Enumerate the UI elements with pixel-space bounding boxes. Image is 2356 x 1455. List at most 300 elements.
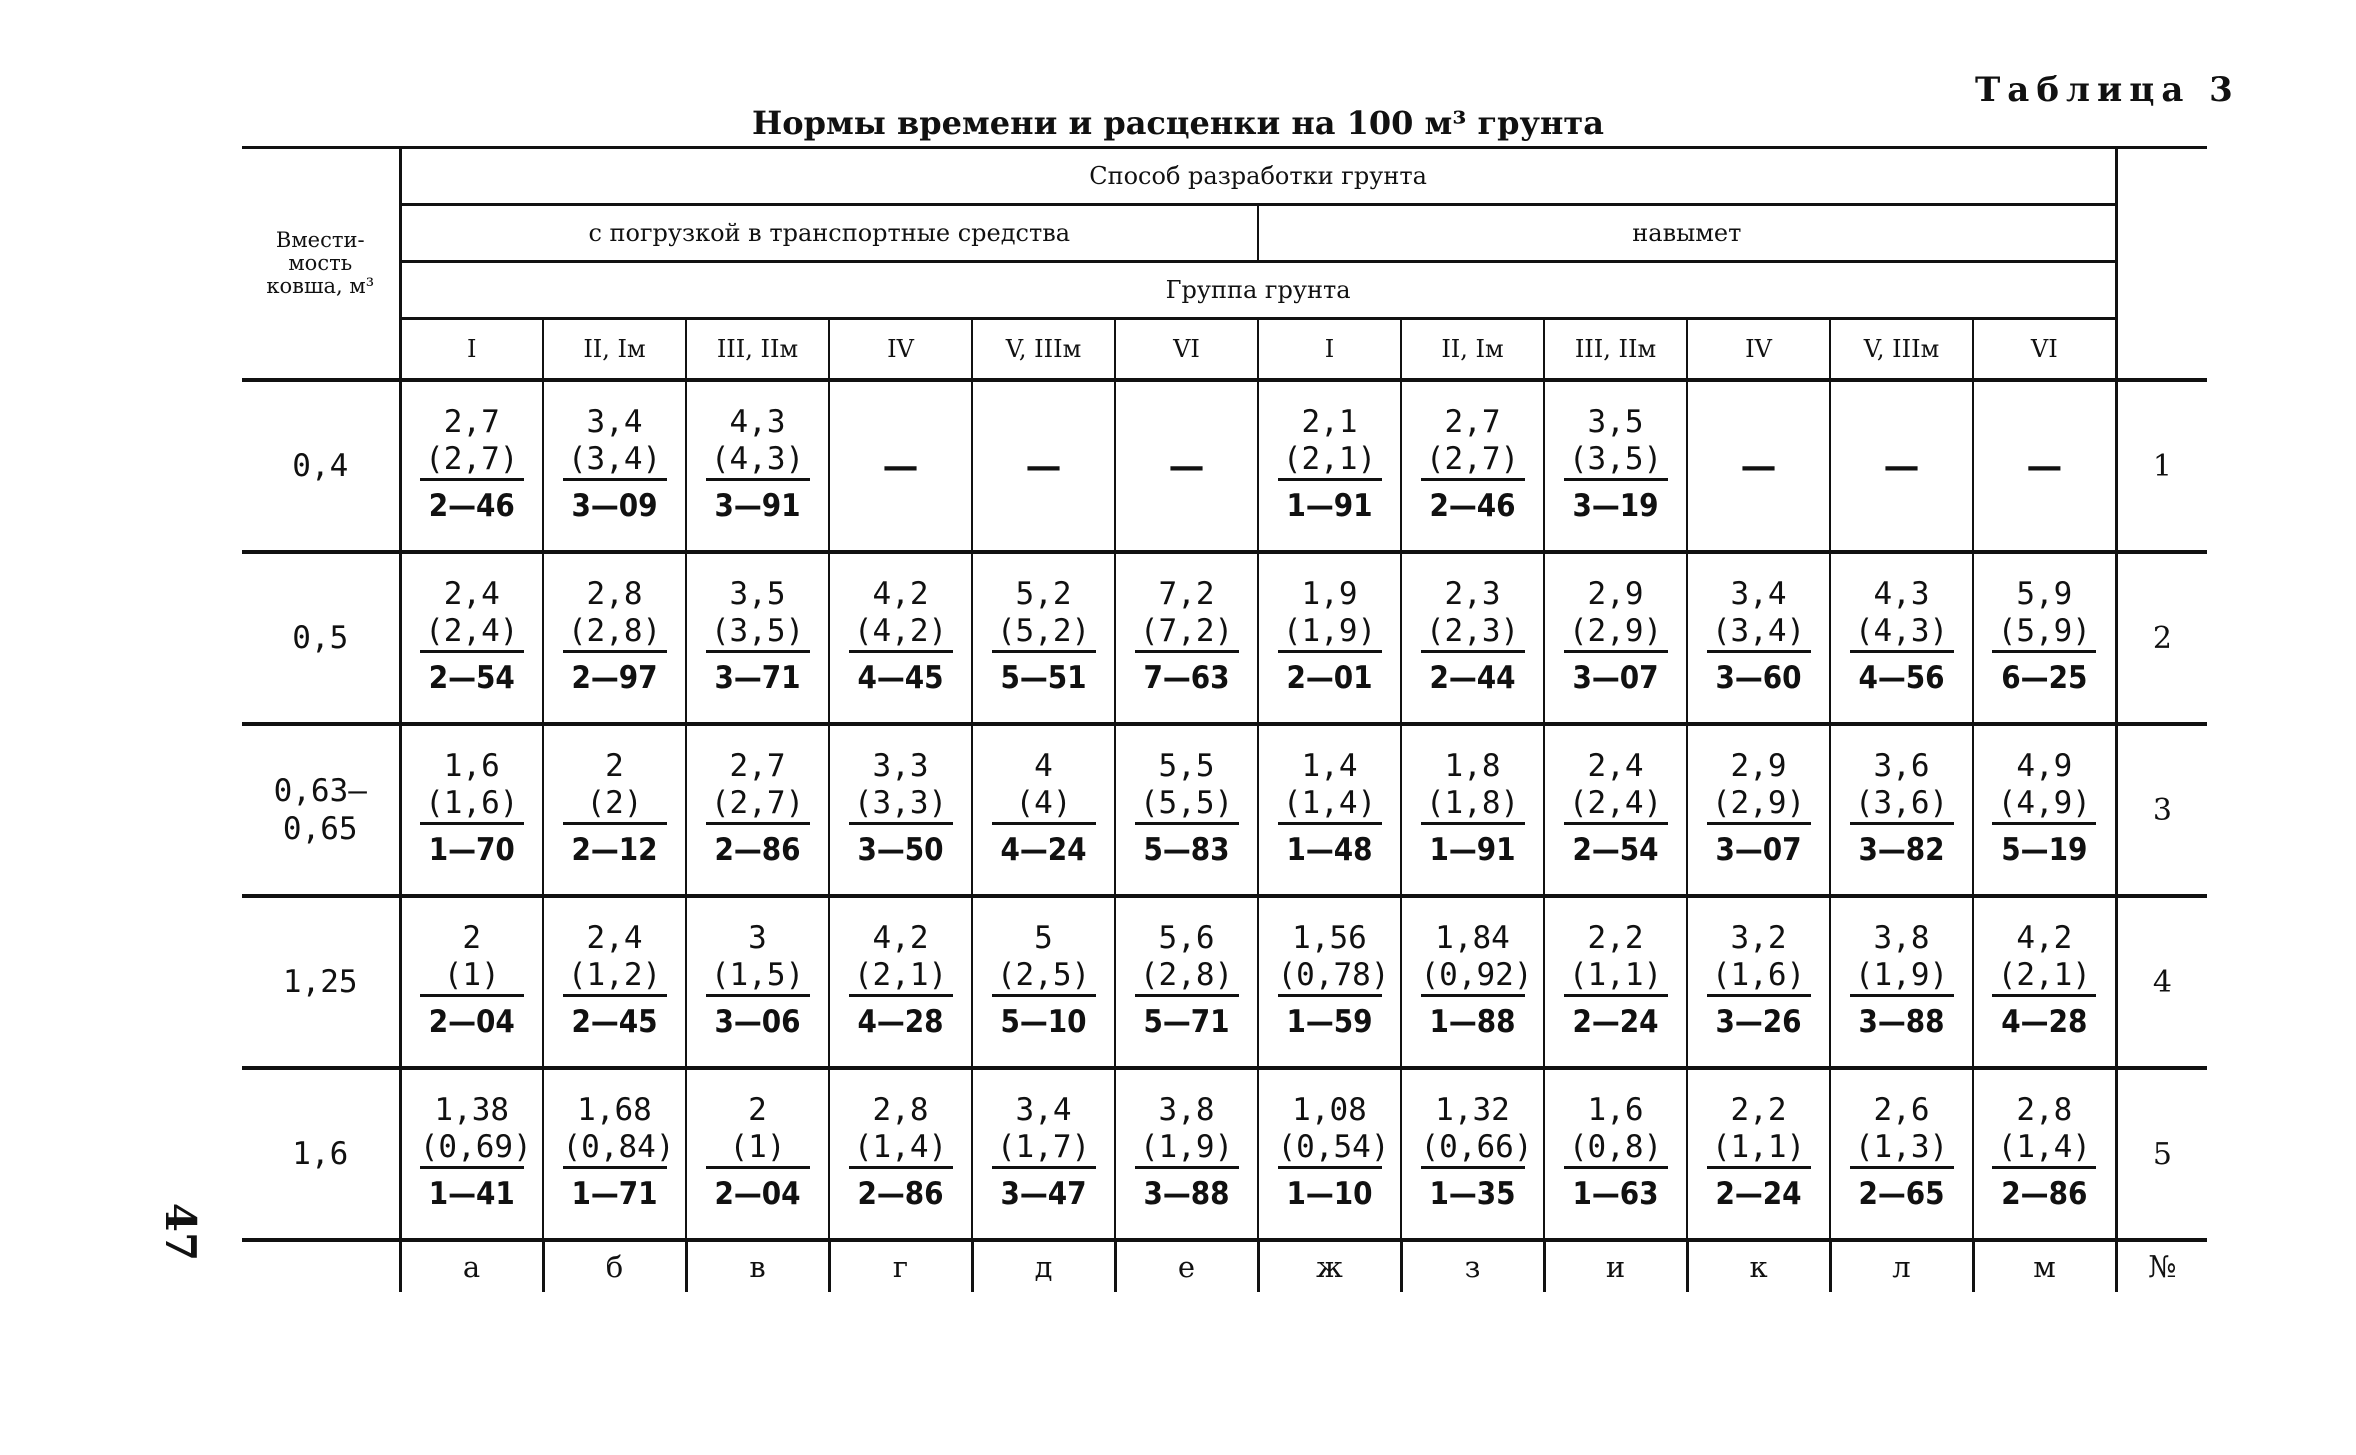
time-norm: 2,4 xyxy=(586,920,643,956)
norm-cell xyxy=(400,724,543,896)
norm-fraction xyxy=(706,748,810,872)
time-norm: 3,2 xyxy=(1730,920,1787,956)
rate-value: 4—28 xyxy=(857,1004,944,1040)
time-norm: 5,2 xyxy=(1015,576,1072,612)
norm-fraction xyxy=(1135,920,1239,1044)
rate-value: 1—48 xyxy=(1286,832,1373,868)
time-norm-machinist: (3,5) xyxy=(1564,441,1668,481)
norm-cell xyxy=(543,380,686,552)
norm-cell xyxy=(1115,724,1258,896)
blank-header-cell xyxy=(2116,262,2207,319)
norm-fraction xyxy=(1135,576,1239,700)
time-norm-machinist: (3,5) xyxy=(706,613,810,653)
time-norm: 1,32 xyxy=(1435,1092,1510,1128)
norm-cell xyxy=(1687,724,1830,896)
time-norm-machinist: (1,8) xyxy=(1421,785,1525,825)
norm-fraction xyxy=(849,748,953,872)
norm-cell xyxy=(1687,896,1830,1068)
rate-value: 2—97 xyxy=(571,660,658,696)
capacity-value: 1,6 xyxy=(242,1068,400,1240)
time-norm: 3,4 xyxy=(586,404,643,440)
table-row xyxy=(242,1068,2207,1240)
rate-value: 2—46 xyxy=(1429,488,1516,524)
time-norm-machinist: (4,3) xyxy=(706,441,810,481)
rate-value: 2—54 xyxy=(428,660,515,696)
norm-cell xyxy=(400,1068,543,1240)
time-norm-machinist: (1) xyxy=(706,1129,810,1169)
rate-value: 1—88 xyxy=(1429,1004,1516,1040)
norm-cell xyxy=(829,552,972,724)
norm-cell xyxy=(1115,552,1258,724)
norm-fraction xyxy=(1564,576,1668,700)
group-label: IV xyxy=(829,319,972,381)
soil-group-header: Группа грунта xyxy=(400,262,2116,319)
time-norm-machinist: (2,4) xyxy=(420,613,524,653)
rate-value: 1—35 xyxy=(1429,1176,1516,1212)
norm-fraction xyxy=(849,920,953,1044)
time-norm-machinist: (2,9) xyxy=(1707,785,1811,825)
time-norm: 4,2 xyxy=(2016,920,2073,956)
norm-cell xyxy=(1973,724,2116,896)
norm-fraction xyxy=(420,920,524,1044)
time-norm-machinist: (4,2) xyxy=(849,613,953,653)
time-norm-machinist: (4,3) xyxy=(1850,613,1954,653)
group-label: V, IIIм xyxy=(1830,319,1973,381)
norm-fraction xyxy=(1564,748,1668,872)
group-label: I xyxy=(400,319,543,381)
norm-fraction xyxy=(1420,920,1533,1044)
group-label: II, Iм xyxy=(543,319,686,381)
time-norm: 4,3 xyxy=(729,404,786,440)
rate-value: 3—07 xyxy=(1715,832,1802,868)
column-letter: л xyxy=(1830,1240,1973,1292)
time-norm: 3,8 xyxy=(1158,1092,1215,1128)
time-norm: 3,3 xyxy=(872,748,929,784)
time-norm-machinist: (0,66) xyxy=(1421,1129,1525,1169)
norm-cell xyxy=(1544,896,1687,1068)
norm-cell xyxy=(543,896,686,1068)
time-norm-machinist: (5,5) xyxy=(1135,785,1239,825)
time-norm-machinist: (1,7) xyxy=(992,1129,1096,1169)
row-number: 3 xyxy=(2116,724,2207,896)
time-norm-machinist: (1,4) xyxy=(1278,785,1382,825)
time-norm-machinist: (0,84) xyxy=(563,1129,667,1169)
time-norm: 2,2 xyxy=(1587,920,1644,956)
time-norm-machinist: (1,9) xyxy=(1278,613,1382,653)
norm-cell xyxy=(1544,724,1687,896)
time-norm: 1,38 xyxy=(434,1092,510,1128)
rate-value: 4—24 xyxy=(1000,832,1087,868)
column-letter: а xyxy=(400,1240,543,1292)
time-norm-machinist: (1,9) xyxy=(1135,1129,1239,1169)
time-norm-machinist: (0,8) xyxy=(1564,1129,1668,1169)
norm-cell xyxy=(400,896,543,1068)
time-norm: 4,2 xyxy=(872,576,929,612)
norm-cell xyxy=(400,380,543,552)
empty-dash: — xyxy=(1740,445,1777,487)
norm-cell xyxy=(543,1068,686,1240)
time-norm-machinist: (1) xyxy=(420,957,524,997)
rate-value: 2—24 xyxy=(1715,1176,1802,1212)
norm-cell xyxy=(1544,380,1687,552)
norms-table xyxy=(242,146,2207,1292)
norm-cell xyxy=(1115,896,1258,1068)
norm-cell xyxy=(1258,380,1401,552)
norm-cell xyxy=(1830,1068,1973,1240)
norm-fraction xyxy=(1992,1092,2096,1216)
norm-cell xyxy=(1258,724,1401,896)
norm-fraction xyxy=(1564,404,1668,528)
time-norm: 2,9 xyxy=(1730,748,1787,784)
norm-fraction xyxy=(1850,576,1954,700)
rate-value: 1—70 xyxy=(428,832,515,868)
empty-dash: — xyxy=(882,445,919,487)
time-norm: 5 xyxy=(1034,920,1053,956)
norm-fraction xyxy=(1850,920,1954,1044)
capacity-value: 0,63— 0,65 xyxy=(242,724,400,896)
norm-cell xyxy=(1973,1068,2116,1240)
group-label: III, IIм xyxy=(686,319,829,381)
rate-value: 3—71 xyxy=(714,660,801,696)
norm-fraction xyxy=(1421,576,1525,700)
time-norm-machinist: (4) xyxy=(992,785,1096,825)
time-norm: 2,2 xyxy=(1730,1092,1787,1128)
rate-value: 5—19 xyxy=(2001,832,2088,868)
norm-cell xyxy=(1544,552,1687,724)
norm-cell xyxy=(829,1068,972,1240)
column-letter: к xyxy=(1687,1240,1830,1292)
rate-value: 1—59 xyxy=(1286,1004,1373,1040)
time-norm-machinist: (0,92) xyxy=(1421,957,1525,997)
norm-fraction xyxy=(849,1092,953,1216)
norm-cell xyxy=(1973,552,2116,724)
rate-value: 1—10 xyxy=(1286,1176,1373,1212)
norm-cell xyxy=(972,380,1115,552)
time-norm-machinist: (0,69) xyxy=(420,1129,524,1169)
time-norm-machinist: (1,9) xyxy=(1850,957,1954,997)
time-norm-machinist: (2,3) xyxy=(1421,613,1525,653)
time-norm-machinist: (1,3) xyxy=(1850,1129,1954,1169)
rate-value: 3—06 xyxy=(714,1004,801,1040)
norm-cell xyxy=(1401,1068,1544,1240)
norm-fraction xyxy=(992,576,1096,700)
norm-fraction xyxy=(562,1092,675,1216)
rate-value: 2—65 xyxy=(1858,1176,1945,1212)
norm-cell xyxy=(1258,552,1401,724)
time-norm: 2,8 xyxy=(872,1092,929,1128)
table-number: Таблица 3 xyxy=(1975,70,2240,110)
rate-value: 5—51 xyxy=(1000,660,1087,696)
time-norm: 3,5 xyxy=(729,576,786,612)
norm-fraction xyxy=(563,576,667,700)
column-letter: д xyxy=(972,1240,1115,1292)
rate-value: 5—10 xyxy=(1000,1004,1087,1040)
rate-value: 7—63 xyxy=(1143,660,1230,696)
time-norm: 2 xyxy=(462,920,482,956)
row-number: 4 xyxy=(2116,896,2207,1068)
page-number: 47 xyxy=(156,1202,205,1262)
time-norm: 1,6 xyxy=(1587,1092,1644,1128)
norm-cell xyxy=(1401,552,1544,724)
norm-fraction xyxy=(1992,748,2096,872)
rate-value: 2—54 xyxy=(1572,832,1659,868)
norm-cell xyxy=(1401,724,1544,896)
time-norm-machinist: (1,4) xyxy=(1992,1129,2096,1169)
time-norm: 5,6 xyxy=(1158,920,1215,956)
rate-value: 3—82 xyxy=(1858,832,1945,868)
rate-value: 2—45 xyxy=(571,1004,658,1040)
time-norm: 2,7 xyxy=(729,748,786,784)
norm-fraction xyxy=(1135,748,1239,872)
blank-footer-cell xyxy=(242,1240,400,1292)
time-norm-machinist: (2,7) xyxy=(706,785,810,825)
column-letter: б xyxy=(543,1240,686,1292)
rate-value: 1—91 xyxy=(1429,832,1516,868)
time-norm-machinist: (2,5) xyxy=(992,957,1096,997)
table-row xyxy=(242,896,2207,1068)
blank-header-cell xyxy=(2116,148,2207,205)
time-norm: 5,5 xyxy=(1158,748,1215,784)
rate-value: 1—63 xyxy=(1572,1176,1659,1212)
rate-value: 2—86 xyxy=(714,832,801,868)
norm-cell xyxy=(686,1068,829,1240)
rate-value: 4—56 xyxy=(1858,660,1945,696)
time-norm-machinist: (1,6) xyxy=(1707,957,1811,997)
group-label: VI xyxy=(1115,319,1258,381)
column-letter: и xyxy=(1544,1240,1687,1292)
time-norm: 3,4 xyxy=(1730,576,1787,612)
norm-cell xyxy=(1973,380,2116,552)
norm-cell xyxy=(1973,896,2116,1068)
group-row xyxy=(242,319,2207,381)
time-norm-machinist: (4,9) xyxy=(1992,785,2096,825)
time-norm-machinist: (1,4) xyxy=(849,1129,953,1169)
norm-fraction xyxy=(1707,920,1811,1044)
time-norm-machinist: (7,2) xyxy=(1135,613,1239,653)
row-number: 1 xyxy=(2116,380,2207,552)
time-norm: 1,9 xyxy=(1301,576,1358,612)
time-norm: 2,8 xyxy=(2016,1092,2073,1128)
norm-cell xyxy=(829,896,972,1068)
table-body xyxy=(242,380,2207,1240)
rate-value: 4—45 xyxy=(857,660,944,696)
time-norm-machinist: (3,6) xyxy=(1850,785,1954,825)
group-label: IV xyxy=(1687,319,1830,381)
time-norm: 2,1 xyxy=(1301,404,1358,440)
norm-fraction xyxy=(992,748,1096,872)
bulk-header: навымет xyxy=(1258,205,2116,262)
column-letter: г xyxy=(829,1240,972,1292)
time-norm: 2,4 xyxy=(443,576,500,612)
group-label: I xyxy=(1258,319,1401,381)
time-norm-machinist: (2,7) xyxy=(420,441,524,481)
row-number: 5 xyxy=(2116,1068,2207,1240)
capacity-value: 0,4 xyxy=(242,380,400,552)
time-norm-machinist: (1,1) xyxy=(1564,957,1668,997)
rate-value: 2—01 xyxy=(1286,660,1373,696)
norm-cell xyxy=(829,380,972,552)
time-norm-machinist: (1,2) xyxy=(563,957,667,997)
norm-fraction xyxy=(1850,748,1954,872)
rate-value: 3—88 xyxy=(1143,1176,1230,1212)
rate-value: 3—47 xyxy=(1000,1176,1087,1212)
norm-cell xyxy=(1830,724,1973,896)
norm-fraction xyxy=(992,1092,1096,1216)
time-norm-machinist: (2,8) xyxy=(1135,957,1239,997)
letter-row xyxy=(242,1240,2207,1292)
norm-fraction xyxy=(706,404,810,528)
norm-fraction xyxy=(419,1092,532,1216)
rate-value: 2—04 xyxy=(428,1004,515,1040)
time-norm: 5,9 xyxy=(2016,576,2073,612)
time-norm: 2,8 xyxy=(586,576,643,612)
time-norm: 4,9 xyxy=(2016,748,2073,784)
norm-cell xyxy=(1258,1068,1401,1240)
empty-dash: — xyxy=(1168,445,1205,487)
time-norm-machinist: (2) xyxy=(563,785,667,825)
time-norm: 2,6 xyxy=(1873,1092,1930,1128)
norm-cell xyxy=(1115,1068,1258,1240)
column-letter: м xyxy=(1973,1240,2116,1292)
rate-value: 3—60 xyxy=(1715,660,1802,696)
time-norm: 1,56 xyxy=(1292,920,1367,956)
rate-value: 4—28 xyxy=(2001,1004,2088,1040)
norm-cell xyxy=(1401,380,1544,552)
column-letter: ж xyxy=(1258,1240,1401,1292)
norm-fraction xyxy=(563,404,667,528)
norm-cell xyxy=(400,552,543,724)
time-norm: 1,84 xyxy=(1435,920,1510,956)
time-norm: 1,08 xyxy=(1292,1092,1367,1128)
blank-header-cell xyxy=(2116,205,2207,262)
norm-fraction xyxy=(1278,748,1382,872)
norm-fraction xyxy=(420,748,524,872)
time-norm-machinist: (2,7) xyxy=(1421,441,1525,481)
norm-cell xyxy=(972,552,1115,724)
group-label: II, Iм xyxy=(1401,319,1544,381)
norm-fraction xyxy=(1420,1092,1533,1216)
rate-value: 2—44 xyxy=(1429,660,1516,696)
norm-cell xyxy=(686,896,829,1068)
time-norm: 3,5 xyxy=(1587,404,1644,440)
norm-cell xyxy=(543,552,686,724)
time-norm-machinist: (1,6) xyxy=(420,785,524,825)
time-norm: 1,8 xyxy=(1444,748,1501,784)
norm-fraction xyxy=(1421,404,1525,528)
norm-cell xyxy=(1687,380,1830,552)
norm-cell xyxy=(686,552,829,724)
group-label: VI xyxy=(1973,319,2116,381)
time-norm-machinist: (2,8) xyxy=(563,613,667,653)
rate-value: 6—25 xyxy=(2001,660,2088,696)
time-norm: 4 xyxy=(1034,748,1053,784)
group-label: III, IIм xyxy=(1544,319,1687,381)
table-row xyxy=(242,380,2207,552)
rate-value: 2—86 xyxy=(2001,1176,2088,1212)
rate-value: 3—26 xyxy=(1715,1004,1802,1040)
time-norm: 1,68 xyxy=(577,1092,652,1128)
norm-cell xyxy=(1687,1068,1830,1240)
rate-value: 2—86 xyxy=(857,1176,944,1212)
empty-dash: — xyxy=(1025,445,1062,487)
time-norm: 3,6 xyxy=(1873,748,1930,784)
rate-value: 1—41 xyxy=(428,1176,515,1212)
time-norm: 7,2 xyxy=(1158,576,1215,612)
norm-cell xyxy=(686,380,829,552)
norm-fraction xyxy=(1278,576,1382,700)
time-norm: 1,4 xyxy=(1301,748,1358,784)
time-norm-machinist: (5,9) xyxy=(1992,613,2096,653)
capacity-header: Вмести- мость ковша, м³ xyxy=(242,148,400,381)
group-label: V, IIIм xyxy=(972,319,1115,381)
norm-fraction xyxy=(420,576,524,700)
capacity-value: 0,5 xyxy=(242,552,400,724)
rate-value: 5—71 xyxy=(1143,1004,1230,1040)
time-norm-machinist: (2,1) xyxy=(849,957,953,997)
norm-fraction xyxy=(706,920,810,1044)
norm-fraction xyxy=(1707,748,1811,872)
rate-value: 3—19 xyxy=(1572,488,1659,524)
row-number: 2 xyxy=(2116,552,2207,724)
norm-fraction xyxy=(1277,920,1390,1044)
norm-fraction xyxy=(1135,1092,1239,1216)
time-norm: 3,4 xyxy=(1015,1092,1072,1128)
norm-fraction xyxy=(1278,404,1382,528)
norm-cell xyxy=(972,896,1115,1068)
time-norm: 1,6 xyxy=(443,748,500,784)
norm-cell xyxy=(1830,552,1973,724)
norm-cell xyxy=(972,1068,1115,1240)
norm-cell xyxy=(1830,896,1973,1068)
norm-fraction xyxy=(706,1092,810,1216)
norm-cell xyxy=(972,724,1115,896)
time-norm: 4,3 xyxy=(1873,576,1930,612)
norm-fraction xyxy=(420,404,524,528)
table-row xyxy=(242,552,2207,724)
norm-cell xyxy=(686,724,829,896)
norm-cell xyxy=(1258,896,1401,1068)
norm-fraction xyxy=(1850,1092,1954,1216)
norm-fraction xyxy=(563,920,667,1044)
time-norm-machinist: (3,3) xyxy=(849,785,953,825)
time-norm-machinist: (2,9) xyxy=(1564,613,1668,653)
rate-value: 3—88 xyxy=(1858,1004,1945,1040)
rate-value: 3—07 xyxy=(1572,660,1659,696)
time-norm: 4,2 xyxy=(872,920,929,956)
norm-cell xyxy=(1115,380,1258,552)
rate-value: 3—09 xyxy=(571,488,658,524)
table-title: Нормы времени и расценки на 100 м³ грунта xyxy=(752,104,1604,142)
norm-fraction xyxy=(992,920,1096,1044)
rate-value: 1—71 xyxy=(571,1176,658,1212)
norm-fraction xyxy=(1564,920,1668,1044)
time-norm: 2,4 xyxy=(1587,748,1644,784)
norm-fraction xyxy=(1992,920,2096,1044)
time-norm: 2 xyxy=(605,748,624,784)
time-norm: 3,8 xyxy=(1873,920,1930,956)
norm-cell xyxy=(1830,380,1973,552)
table-row xyxy=(242,724,2207,896)
rate-value: 3—50 xyxy=(857,832,944,868)
rate-value: 1—91 xyxy=(1286,488,1373,524)
column-letter: в xyxy=(686,1240,829,1292)
time-norm-machinist: (1,5) xyxy=(706,957,810,997)
time-norm: 2,3 xyxy=(1444,576,1501,612)
norm-cell xyxy=(1687,552,1830,724)
rate-value: 2—12 xyxy=(571,832,658,868)
time-norm-machinist: (1,1) xyxy=(1707,1129,1811,1169)
method-header: Способ разработки грунта xyxy=(400,148,2116,205)
